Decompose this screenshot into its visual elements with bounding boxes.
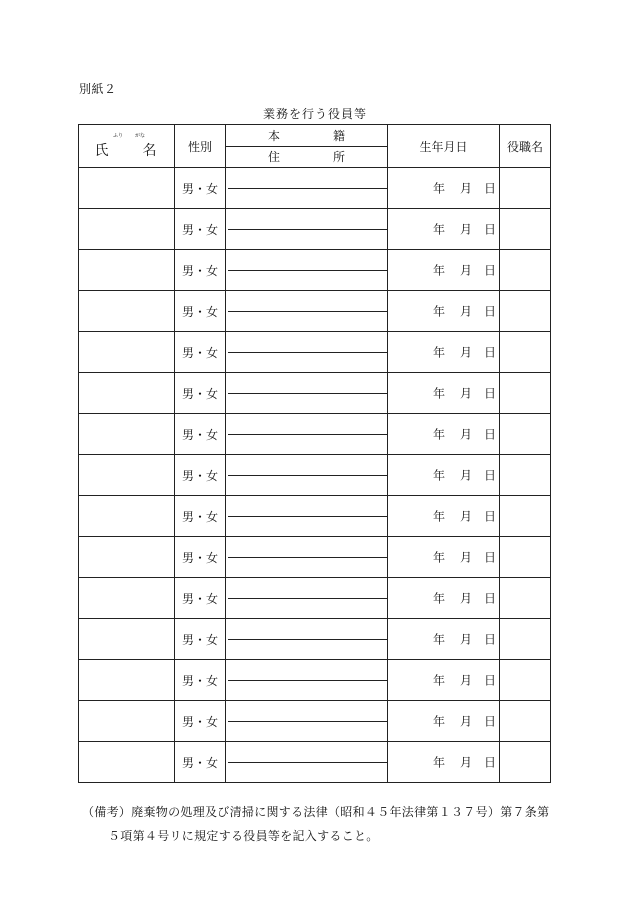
day-unit: 日	[484, 181, 497, 196]
year-unit: 年	[433, 591, 446, 606]
domicile-address-divider	[228, 393, 387, 394]
day-unit: 日	[484, 427, 497, 442]
role-cell[interactable]	[500, 701, 551, 742]
header-role: 役職名	[500, 125, 551, 168]
gender-cell[interactable]: 男・女	[175, 332, 226, 373]
birthdate-cell[interactable]	[388, 537, 500, 578]
role-cell[interactable]	[500, 209, 551, 250]
birthdate-cell[interactable]	[388, 373, 500, 414]
birthdate-cell[interactable]	[388, 455, 500, 496]
month-unit: 月	[460, 755, 473, 770]
form-title: 業務を行う役員等	[262, 107, 367, 121]
officers-table	[78, 124, 551, 783]
domicile-address-cell[interactable]	[226, 742, 388, 783]
name-cell[interactable]	[79, 291, 175, 332]
role-cell[interactable]	[500, 496, 551, 537]
gender-cell[interactable]: 男・女	[175, 209, 226, 250]
month-unit: 月	[460, 591, 473, 606]
domicile-address-cell[interactable]	[226, 660, 388, 701]
name-cell[interactable]	[79, 332, 175, 373]
day-unit: 日	[484, 550, 497, 565]
name-cell[interactable]	[79, 209, 175, 250]
table-row	[79, 619, 551, 660]
header-address-right: 所	[332, 150, 345, 164]
birthdate-cell[interactable]	[388, 332, 500, 373]
table-row	[79, 168, 551, 209]
name-cell[interactable]	[79, 373, 175, 414]
year-unit: 年	[433, 755, 446, 770]
header-gender: 性別	[175, 125, 226, 168]
domicile-address-divider	[228, 639, 387, 640]
day-unit: 日	[484, 591, 497, 606]
day-unit: 日	[484, 714, 497, 729]
day-unit: 日	[484, 263, 497, 278]
name-cell[interactable]	[79, 250, 175, 291]
role-cell[interactable]	[500, 537, 551, 578]
table-row	[79, 209, 551, 250]
remark-line-2: ５項第４号リに規定する役員等を記入すること。	[108, 829, 379, 843]
gender-cell[interactable]: 男・女	[175, 578, 226, 619]
domicile-address-divider	[228, 352, 387, 353]
name-cell[interactable]	[79, 742, 175, 783]
month-unit: 月	[460, 468, 473, 483]
birthdate-cell[interactable]	[388, 660, 500, 701]
table-row	[79, 250, 551, 291]
domicile-address-cell[interactable]	[226, 168, 388, 209]
domicile-address-divider	[228, 311, 387, 312]
birthdate-cell[interactable]	[388, 291, 500, 332]
year-unit: 年	[433, 345, 446, 360]
month-unit: 月	[460, 550, 473, 565]
role-cell[interactable]	[500, 660, 551, 701]
gender-cell[interactable]: 男・女	[175, 373, 226, 414]
month-unit: 月	[460, 222, 473, 237]
domicile-address-divider	[228, 680, 387, 681]
remarks	[82, 800, 562, 848]
birthdate-cell[interactable]	[388, 209, 500, 250]
table-header-row	[79, 125, 551, 168]
role-cell[interactable]	[500, 373, 551, 414]
gender-cell[interactable]: 男・女	[175, 701, 226, 742]
domicile-address-divider	[228, 188, 387, 189]
domicile-address-divider	[228, 475, 387, 476]
domicile-address-cell[interactable]	[226, 291, 388, 332]
birthdate-cell[interactable]	[388, 701, 500, 742]
month-unit: 月	[460, 509, 473, 524]
year-unit: 年	[433, 263, 446, 278]
year-unit: 年	[433, 304, 446, 319]
name-cell[interactable]	[79, 496, 175, 537]
domicile-address-cell[interactable]	[226, 701, 388, 742]
name-cell[interactable]	[79, 619, 175, 660]
domicile-address-divider	[228, 434, 387, 435]
remark-line-1: （備考）廃棄物の処理及び清掃に関する法律（昭和４５年法律第１３７号）第７条第	[82, 805, 550, 819]
year-unit: 年	[433, 632, 446, 647]
name-cell[interactable]	[79, 660, 175, 701]
month-unit: 月	[460, 263, 473, 278]
day-unit: 日	[484, 386, 497, 401]
day-unit: 日	[484, 509, 497, 524]
table-row	[79, 496, 551, 537]
birthdate-cell[interactable]	[388, 414, 500, 455]
domicile-address-divider	[228, 762, 387, 763]
annex-label: 別紙２	[79, 82, 117, 96]
name-cell[interactable]	[79, 537, 175, 578]
table-row	[79, 373, 551, 414]
table-row	[79, 537, 551, 578]
birthdate-cell[interactable]	[388, 578, 500, 619]
day-unit: 日	[484, 673, 497, 688]
table-body	[79, 168, 551, 783]
role-cell[interactable]	[500, 578, 551, 619]
domicile-address-cell[interactable]	[226, 537, 388, 578]
header-name	[79, 125, 175, 168]
name-cell[interactable]	[79, 168, 175, 209]
month-unit: 月	[460, 427, 473, 442]
header-name-furigana-2: がな	[135, 133, 146, 139]
name-cell[interactable]	[79, 701, 175, 742]
domicile-address-cell[interactable]	[226, 414, 388, 455]
gender-cell[interactable]: 男・女	[175, 660, 226, 701]
gender-cell[interactable]: 男・女	[175, 496, 226, 537]
gender-cell[interactable]: 男・女	[175, 291, 226, 332]
year-unit: 年	[433, 550, 446, 565]
role-cell[interactable]	[500, 250, 551, 291]
domicile-address-cell[interactable]	[226, 209, 388, 250]
role-cell[interactable]	[500, 291, 551, 332]
domicile-address-cell[interactable]	[226, 455, 388, 496]
month-unit: 月	[460, 386, 473, 401]
year-unit: 年	[433, 509, 446, 524]
day-unit: 日	[484, 345, 497, 360]
year-unit: 年	[433, 468, 446, 483]
domicile-address-cell[interactable]	[226, 250, 388, 291]
year-unit: 年	[433, 222, 446, 237]
month-unit: 月	[460, 181, 473, 196]
year-unit: 年	[433, 673, 446, 688]
month-unit: 月	[460, 345, 473, 360]
domicile-address-cell[interactable]	[226, 619, 388, 660]
role-cell[interactable]	[500, 619, 551, 660]
year-unit: 年	[433, 386, 446, 401]
domicile-address-divider	[228, 229, 387, 230]
domicile-address-divider	[228, 270, 387, 271]
gender-cell[interactable]: 男・女	[175, 414, 226, 455]
header-name-furigana-1: ふり	[113, 133, 124, 139]
domicile-address-divider	[228, 516, 387, 517]
gender-cell[interactable]: 男・女	[175, 250, 226, 291]
domicile-address-divider	[228, 557, 387, 558]
table-row	[79, 414, 551, 455]
header-domicile-right: 籍	[332, 129, 345, 143]
name-cell[interactable]	[79, 455, 175, 496]
domicile-address-cell[interactable]	[226, 578, 388, 619]
birthdate-cell[interactable]	[388, 168, 500, 209]
birthdate-cell[interactable]	[388, 496, 500, 537]
domicile-address-cell[interactable]	[226, 332, 388, 373]
year-unit: 年	[433, 714, 446, 729]
gender-cell[interactable]: 男・女	[175, 455, 226, 496]
header-domicile-left: 本	[268, 129, 281, 143]
gender-cell[interactable]: 男・女	[175, 742, 226, 783]
table-row	[79, 578, 551, 619]
month-unit: 月	[460, 673, 473, 688]
role-cell[interactable]	[500, 742, 551, 783]
table-row	[79, 701, 551, 742]
header-domicile-address	[226, 125, 388, 168]
role-cell[interactable]	[500, 332, 551, 373]
gender-cell[interactable]: 男・女	[175, 168, 226, 209]
domicile-address-cell[interactable]	[226, 373, 388, 414]
year-unit: 年	[433, 427, 446, 442]
role-cell[interactable]	[500, 455, 551, 496]
month-unit: 月	[460, 304, 473, 319]
month-unit: 月	[460, 632, 473, 647]
day-unit: 日	[484, 304, 497, 319]
year-unit: 年	[433, 181, 446, 196]
header-birthdate: 生年月日	[388, 125, 500, 168]
table-row	[79, 455, 551, 496]
role-cell[interactable]	[500, 414, 551, 455]
gender-cell[interactable]: 男・女	[175, 537, 226, 578]
name-cell[interactable]	[79, 414, 175, 455]
day-unit: 日	[484, 222, 497, 237]
day-unit: 日	[484, 755, 497, 770]
birthdate-cell[interactable]	[388, 250, 500, 291]
header-name-label: 氏 名	[94, 143, 167, 159]
birthdate-cell[interactable]	[388, 742, 500, 783]
header-address-left: 住	[268, 150, 281, 164]
domicile-address-divider	[228, 721, 387, 722]
table-row	[79, 332, 551, 373]
gender-cell[interactable]: 男・女	[175, 619, 226, 660]
day-unit: 日	[484, 632, 497, 647]
table-row	[79, 742, 551, 783]
role-cell[interactable]	[500, 168, 551, 209]
name-cell[interactable]	[79, 578, 175, 619]
day-unit: 日	[484, 468, 497, 483]
domicile-address-divider	[228, 598, 387, 599]
table-row	[79, 291, 551, 332]
table-row	[79, 660, 551, 701]
domicile-address-cell[interactable]	[226, 496, 388, 537]
month-unit: 月	[460, 714, 473, 729]
birthdate-cell[interactable]	[388, 619, 500, 660]
